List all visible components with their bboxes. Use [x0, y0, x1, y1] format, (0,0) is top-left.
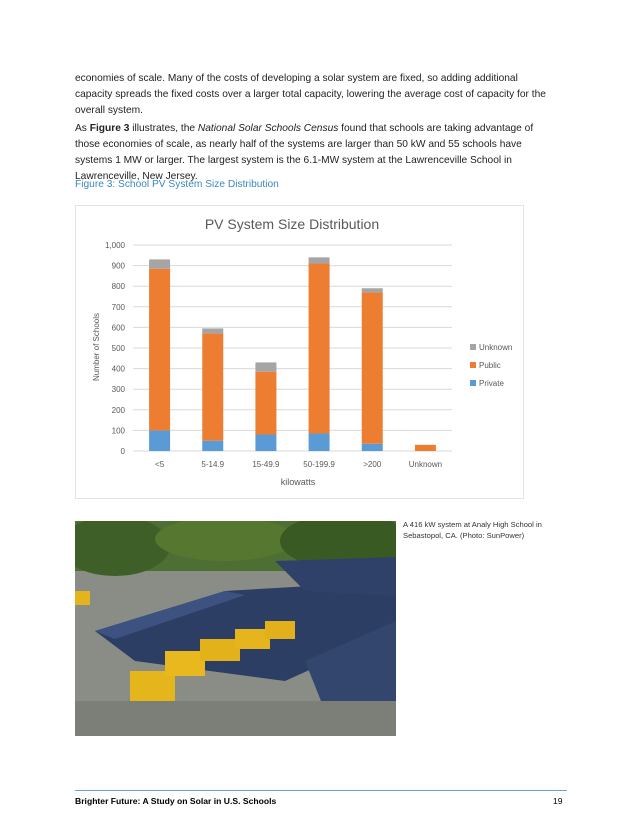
- x-tick-label: 5-14.9: [201, 460, 225, 469]
- bar-segment: [255, 362, 276, 371]
- legend-swatch: [470, 380, 476, 386]
- x-tick-label: <5: [155, 460, 165, 469]
- y-tick-label: 0: [120, 447, 125, 456]
- bar-segment: [149, 269, 170, 431]
- bar-segment: [202, 334, 223, 441]
- y-tick-label: 500: [111, 344, 125, 353]
- bar-segment: [149, 259, 170, 268]
- bar-segment: [362, 444, 383, 451]
- y-tick-label: 900: [111, 261, 125, 271]
- legend-swatch: [470, 344, 476, 350]
- y-axis-label: Number of Schools: [92, 312, 101, 382]
- chart-title: PV System Size Distribution: [204, 216, 380, 232]
- bar-segment: [309, 264, 330, 434]
- chart-container: [75, 205, 524, 499]
- y-tick-label: 400: [111, 364, 125, 374]
- x-axis-label: kilowatts: [280, 477, 316, 487]
- y-tick-label: 300: [111, 385, 125, 395]
- y-tick-label: 600: [111, 323, 125, 333]
- y-tick-label: 200: [111, 405, 125, 415]
- y-tick-label: 700: [111, 302, 125, 312]
- paragraph-prefix: As: [75, 123, 90, 134]
- legend-label: Private: [479, 379, 504, 388]
- paragraph-rest: found that schools are taking advantage of those economies of scale, as nearly half of the systems are larger than 50 kW and 55 schools have systems 1 MW or larger. The largest system is the 6.1-MW system at the Lawrenceville School in Lawrenceville, New Jersey.: [75, 123, 534, 182]
- photo-caption: A 416 kW system at Analy High School in Sebastopol, CA. (Photo: SunPower): [403, 520, 542, 540]
- figure-caption: Figure 3: School PV System Size Distribution: [75, 179, 279, 190]
- x-tick-label: Unknown: [408, 460, 443, 469]
- bar-segment: [309, 433, 330, 451]
- x-tick-label: 50-199.9: [303, 460, 335, 469]
- pv-size-chart: [76, 206, 523, 498]
- bar-segment: [362, 288, 383, 292]
- bar-segment: [149, 430, 170, 451]
- footer-divider: [75, 790, 567, 791]
- legend-label: Unknown: [479, 343, 513, 352]
- figure-reference: Figure 3: [89, 123, 130, 134]
- bar-segment: [255, 435, 276, 451]
- legend-swatch: [470, 362, 476, 368]
- chart-gridlines: [133, 245, 452, 451]
- bar-segment: [309, 257, 330, 263]
- page-number: 19: [553, 796, 563, 806]
- bar-segment: [202, 441, 223, 451]
- census-title: National Solar Schools Census: [197, 123, 339, 134]
- y-tick-label: 1,000: [104, 241, 125, 250]
- footer-title: Brighter Future: A Study on Solar in U.S. Schools: [75, 796, 277, 806]
- bar-segment: [202, 328, 223, 333]
- body-paragraph-2: [75, 121, 553, 185]
- body-paragraph-1: economies of scale. Many of the costs of developing a solar system are fixed, so adding additional capacity spreads the fixed costs over a larger total capacity, lowering the average cost of capacity for the overall system.: [75, 73, 546, 116]
- bar-segment: [415, 445, 436, 451]
- solar-canopy-photo: [75, 521, 396, 736]
- bar-segment: [255, 372, 276, 435]
- y-tick-label: 800: [111, 282, 125, 292]
- chart-legend: [470, 343, 512, 388]
- legend-label: Public: [479, 361, 501, 370]
- y-tick-label: 100: [111, 426, 125, 436]
- x-tick-label: 15-49.9: [252, 460, 280, 469]
- paragraph-mid: illustrates, the: [129, 123, 198, 134]
- bar-segment: [362, 292, 383, 443]
- x-tick-label: >200: [363, 460, 382, 469]
